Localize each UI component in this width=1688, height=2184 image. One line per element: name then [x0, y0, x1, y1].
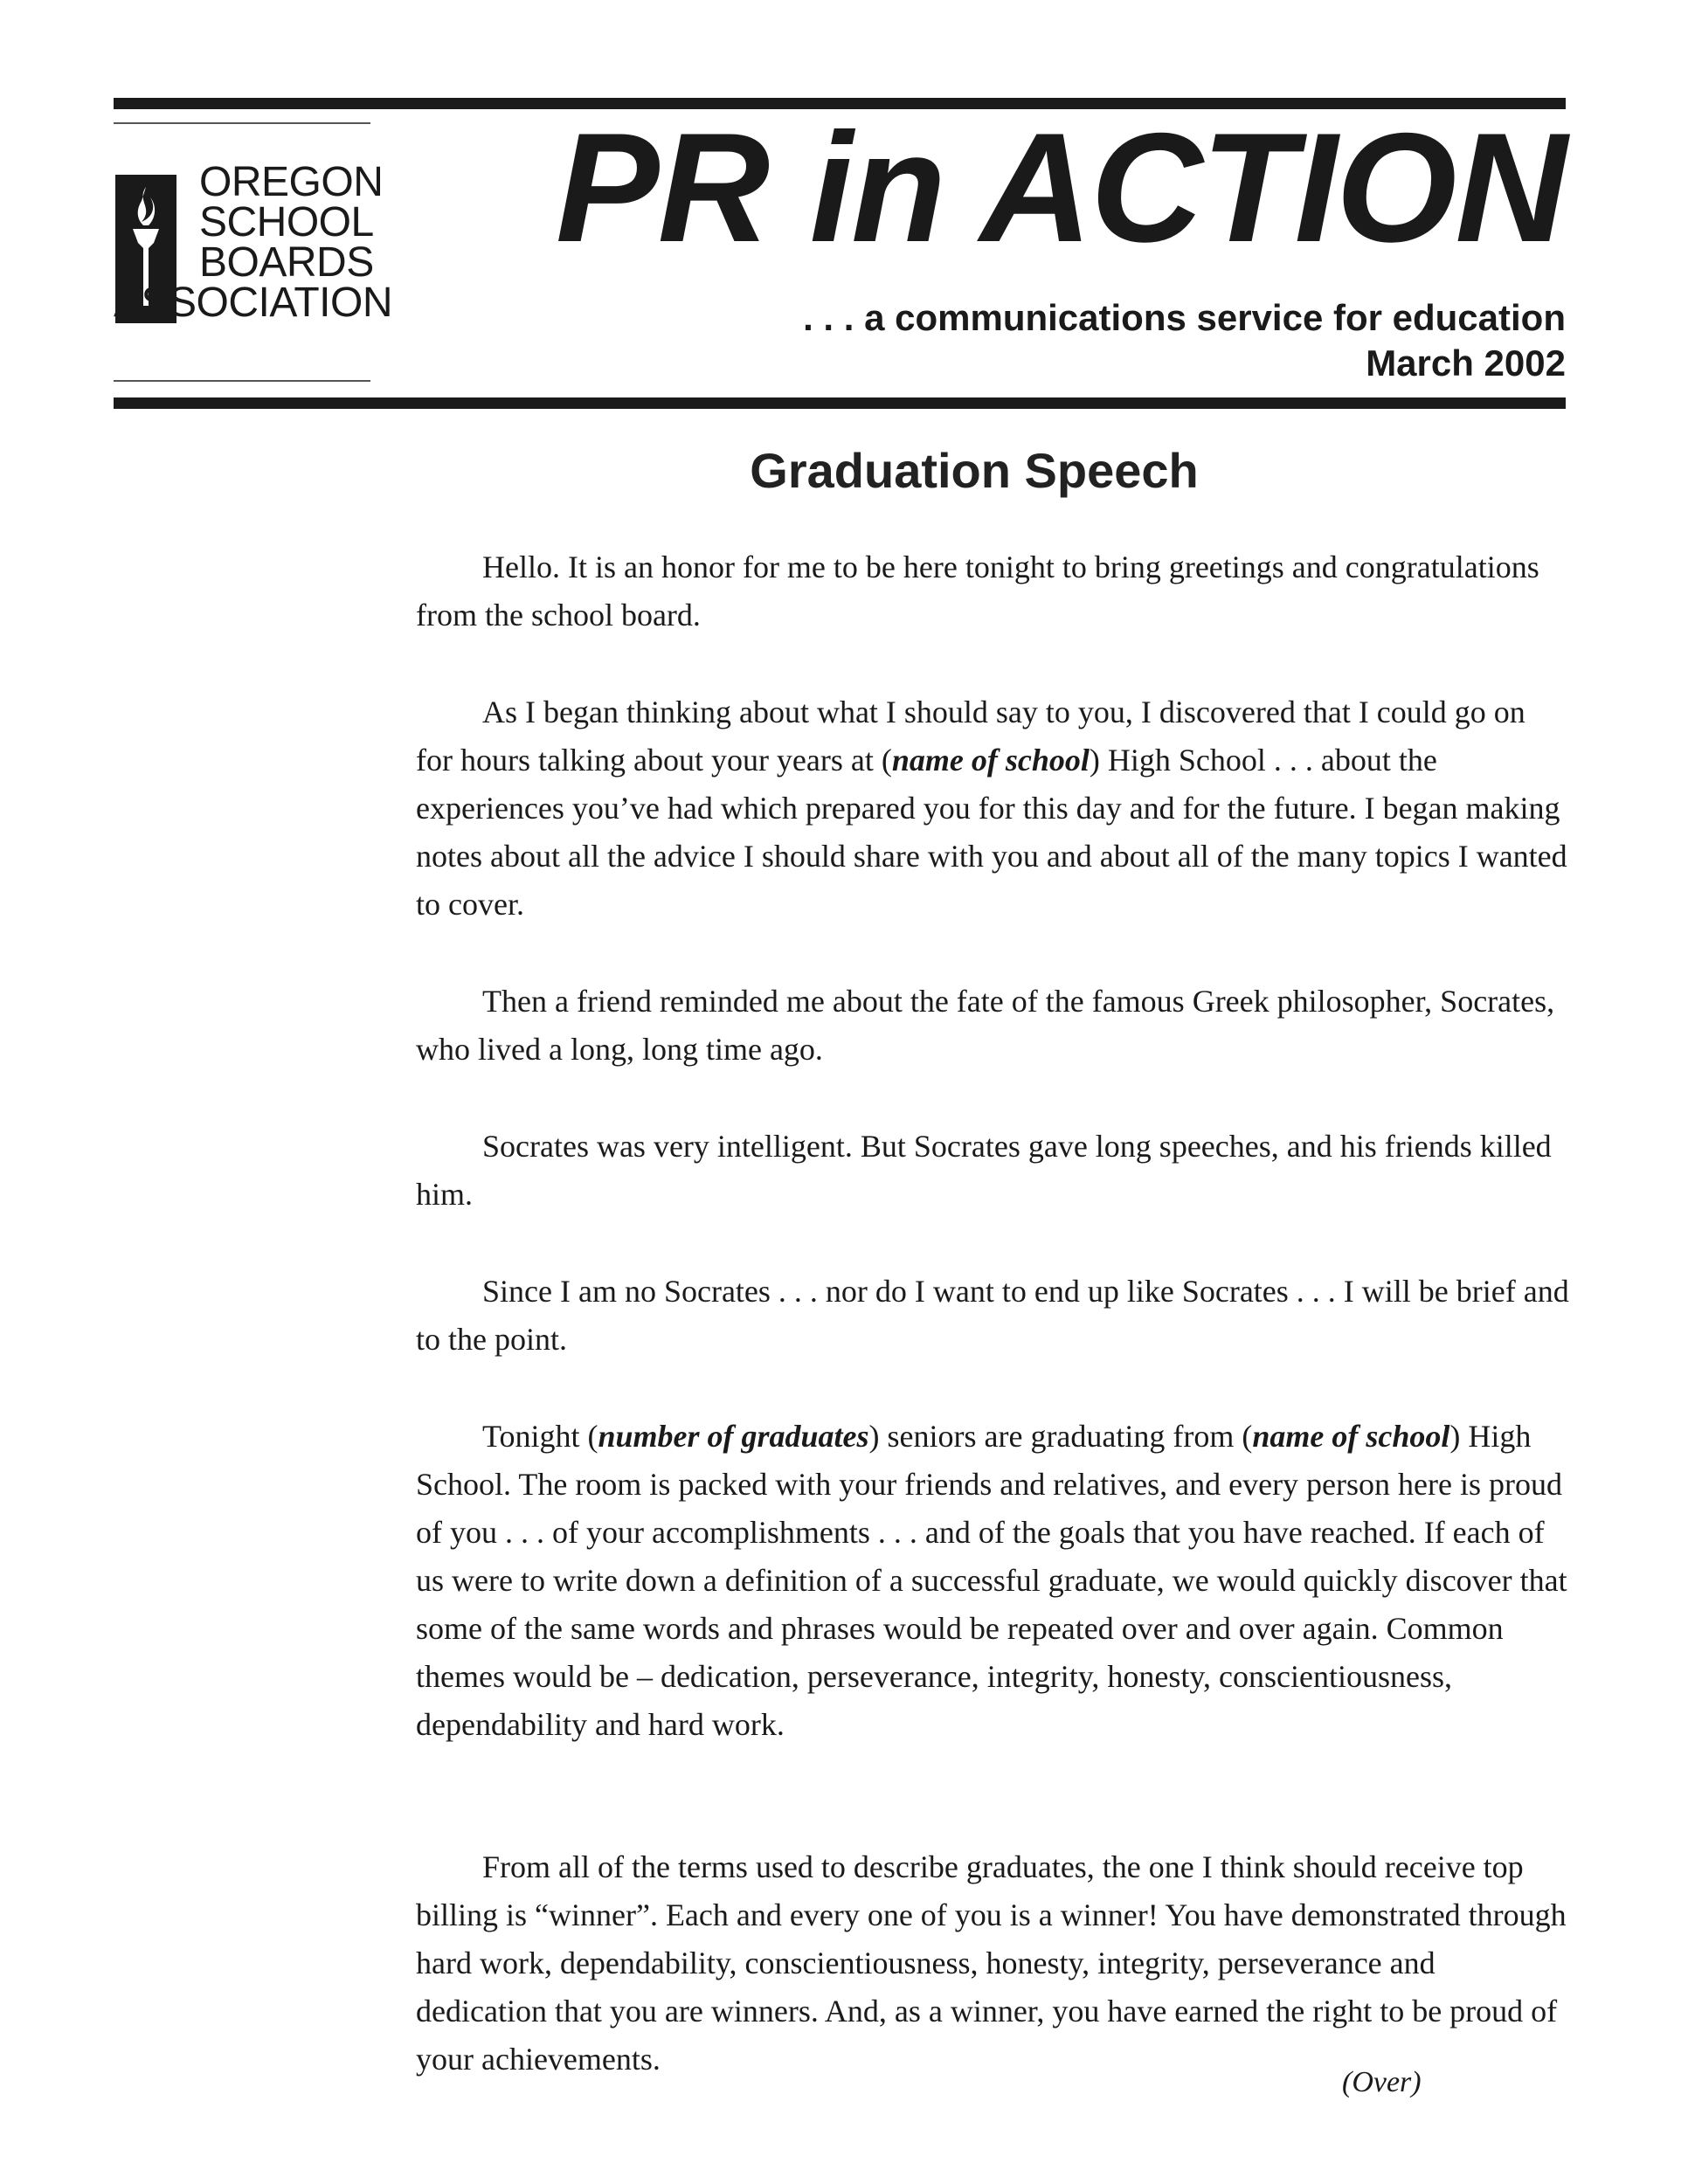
masthead-bottom-rule	[114, 397, 1566, 409]
logo-wordmark	[114, 159, 392, 326]
paragraph-6: Tonight (number of graduates) seniors are graduating from (name of school) High School. The room is packed with your friends and relatives, and every person here is proud of you . . . of your accomplishments . . . and of the goals that you have reached. If each of us were to write down a definition of a successful graduate, we would quickly discover that some of the same words and phrases would be repeated over and over again. Common themes would be – dedication, perseverance, integrity, honesty, conscientiousness, dependability and hard work.	[416, 1419, 1567, 1742]
speech-body	[416, 543, 1569, 2132]
logo-bottom-divider	[114, 380, 370, 382]
logo-line-2: SCHOOL	[199, 199, 374, 245]
paragraph-3: Then a friend reminded me about the fate of the famous Greek philosopher, Socrates, who lived a long, long time ago.	[416, 984, 1555, 1067]
paragraph-2: As I began thinking about what I should say to you, I discovered that I could go on for hours talking about your years at (name of school) High School . . . about the experiences you’ve had which prepared you for this day and for the future. I began making notes about all the advice I should share with you and about all of the many topics I wanted to cover.	[416, 695, 1567, 922]
page-continuation-note: (Over)	[1342, 2066, 1422, 2098]
placeholder-school-name: name of school	[1252, 1419, 1450, 1454]
masthead-title: PR in ACTION	[555, 100, 1566, 274]
issue-date: March 2002	[1366, 342, 1566, 384]
logo-line-1: OREGON	[199, 159, 384, 205]
logo-top-divider	[114, 122, 370, 124]
paragraph-4: Socrates was very intelligent. But Socrates gave long speeches, and his friends killed him.	[416, 1129, 1552, 1212]
placeholder-school-name: name of school	[891, 743, 1090, 778]
placeholder-number-of-graduates: number of graduates	[598, 1419, 869, 1454]
paragraph-5: Since I am no Socrates . . . nor do I want to end up like Socrates . . . I will be brief and to the point.	[416, 1274, 1569, 1357]
masthead-tagline: . . . a communications service for education	[803, 297, 1566, 338]
paragraph-1: Hello. It is an honor for me to be here tonight to bring greetings and congratulations from the school board.	[416, 549, 1539, 632]
logo-line-3: BOARDS	[199, 239, 374, 286]
paragraph-7: From all of the terms used to describe graduates, the one I think should receive top billing is “winner”. Each and every one of you is a winner! You have demonstrated through hard work, dependability, conscientiousness, honesty, integrity, perseverance and dedication that you are winners. And, as a winner, you have earned the right to be proud of your achievements.	[416, 1849, 1567, 2077]
document-title: Graduation Speech	[750, 443, 1199, 498]
logo-line-4: ASSOCIATION	[114, 280, 392, 326]
